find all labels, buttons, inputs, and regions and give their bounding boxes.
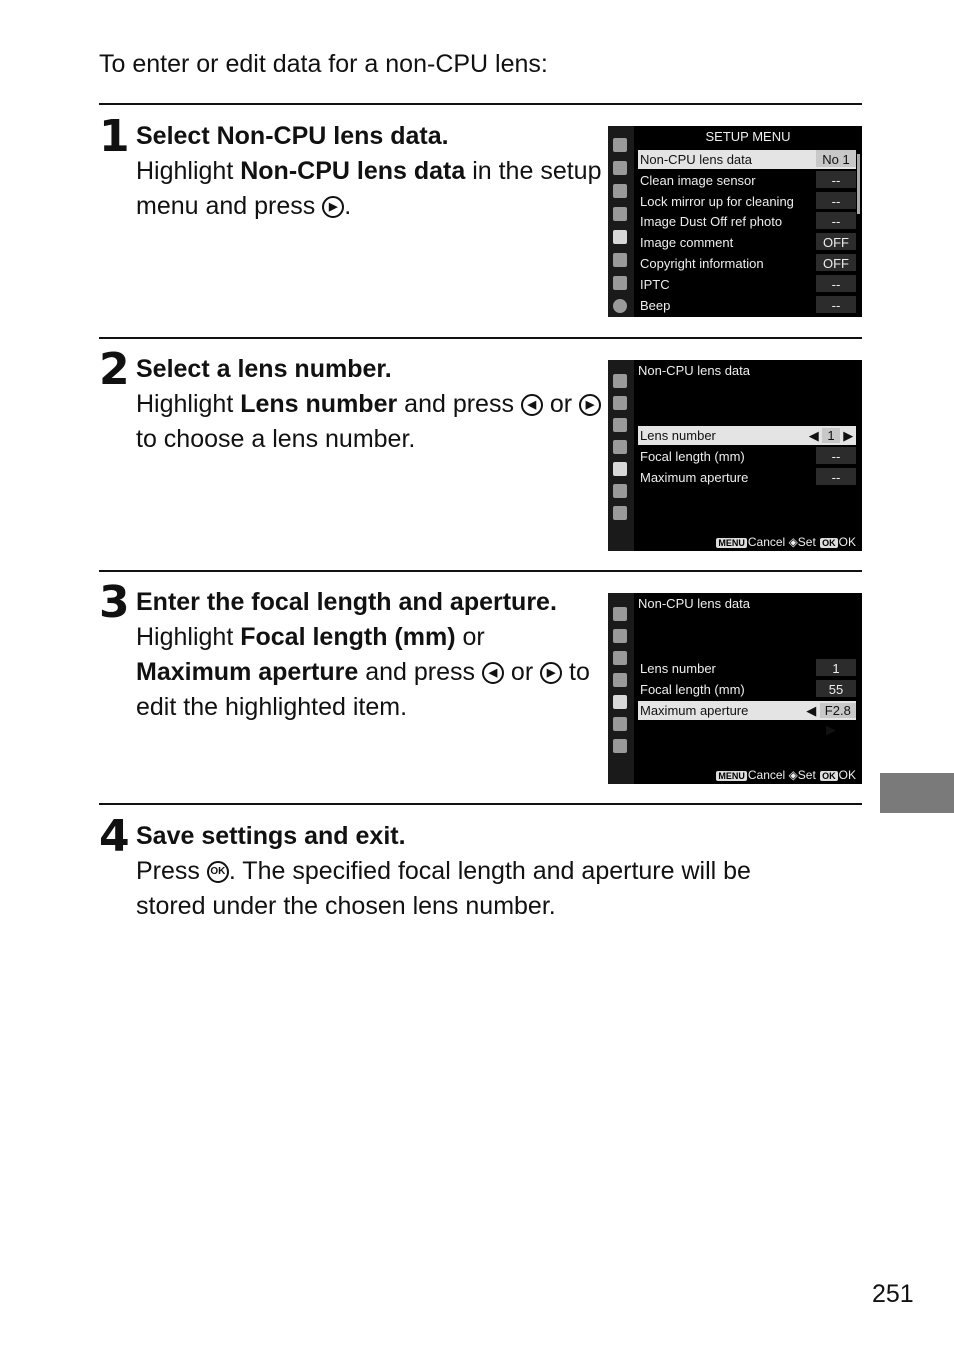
menu-row-label: Image comment (640, 235, 734, 251)
menu-row-value: 1 (816, 659, 856, 676)
menu-row[interactable] (638, 233, 856, 252)
body-text: . (344, 192, 352, 220)
screen-title: Non-CPU lens data (638, 596, 750, 611)
menu-row-value: -- (816, 192, 856, 209)
divider (99, 337, 862, 339)
menu-row[interactable] (638, 680, 856, 699)
movie-icon (613, 418, 627, 432)
step-number: 3 (99, 577, 130, 628)
menu-row-label: Maximum aperture (640, 470, 749, 485)
pencil-icon (613, 207, 627, 221)
multi-selector-icon: ◈ (788, 768, 798, 782)
menu-row[interactable] (638, 150, 856, 169)
body-text: in the setup menu and press (136, 157, 602, 220)
menu-row-label: Lens number (640, 428, 716, 443)
scrollbar (857, 154, 860, 214)
menu-row-label: Clean image sensor (640, 172, 756, 188)
menu-row-value: 55 (816, 680, 856, 697)
right-arrow-icon: ▶ (839, 428, 854, 443)
body-text: to edit the highlighted item. (136, 658, 590, 721)
retouch-icon (613, 253, 627, 267)
body-text: and press (397, 390, 521, 418)
body-text: . The specified focal length and aperture will be stored under the chosen lens number. (136, 857, 751, 920)
menu-row[interactable] (638, 254, 856, 273)
step-body (136, 854, 816, 924)
step-heading: Select Non-CPU lens data. (136, 122, 449, 150)
menu-row-value: -- (816, 447, 856, 464)
screen-title: SETUP MENU (705, 129, 791, 144)
menu-tab-icons (608, 360, 634, 551)
camera-icon (613, 396, 627, 410)
menu-row-label: Focal length (mm) (640, 449, 745, 464)
divider (99, 803, 862, 805)
menu-row-label: Non-CPU lens data (640, 152, 752, 167)
screen-footer: MENU Cancel ◈Set OK OK (718, 535, 856, 549)
screen-footer: MENU Cancel ◈Set OK OK (718, 768, 856, 782)
step-body (136, 620, 606, 725)
body-text: or (455, 623, 485, 651)
my-menu-icon (613, 506, 627, 520)
menu-row-label: Lock mirror up for cleaning (640, 193, 794, 209)
bold-term: Non-CPU lens data (240, 157, 466, 185)
divider (99, 570, 862, 572)
menu-row[interactable] (638, 447, 856, 466)
menu-row-value: -- (816, 212, 856, 229)
menu-row-value: -- (816, 296, 856, 313)
body-text: Highlight (136, 390, 241, 418)
menu-row-label: Focal length (mm) (640, 682, 745, 697)
menu-row-value: -- (816, 275, 856, 292)
step-text (136, 119, 606, 224)
pencil-icon (613, 440, 627, 454)
step-number: 2 (99, 344, 130, 395)
menu-row-label: Image Dust Off ref photo (640, 214, 783, 230)
pencil-icon (613, 673, 627, 687)
menu-row-label: Copyright information (640, 256, 764, 271)
menu-row-value: OFF (816, 254, 856, 271)
step-number: 1 (99, 111, 130, 162)
divider (99, 103, 862, 105)
menu-row-value: -- (816, 468, 856, 485)
wrench-icon (613, 230, 627, 244)
bold-term: Maximum aperture (136, 658, 359, 686)
menu-tab-icons (608, 593, 634, 784)
bold-term: Focal length (mm) (240, 623, 456, 651)
multi-selector-left-icon: ◀ (482, 662, 504, 684)
wrench-icon (613, 695, 627, 709)
body-text: or (542, 390, 580, 418)
left-arrow-icon: ◀ (806, 703, 820, 718)
multi-selector-icon: ◈ (788, 535, 798, 549)
menu-row-label: IPTC (640, 276, 670, 292)
multi-selector-left-icon: ◀ (521, 394, 543, 416)
page-number: 251 (872, 1280, 914, 1308)
step-text (136, 819, 816, 924)
wrench-icon (613, 462, 627, 476)
step-heading: Select a lens number. (136, 355, 392, 383)
step-heading: Enter the focal length and aperture. (136, 588, 557, 616)
menu-row-value: No 1 (816, 150, 856, 167)
left-arrow-icon: ◀ (808, 428, 823, 443)
retouch-icon (613, 717, 627, 731)
step-body (136, 387, 606, 457)
intro-text: To enter or edit data for a non-CPU lens: (99, 50, 548, 78)
menu-row[interactable] (638, 192, 856, 211)
camera-screen-focal-aperture (608, 593, 862, 784)
camera-icon (613, 161, 627, 175)
retouch-icon (613, 484, 627, 498)
my-menu-icon (613, 276, 627, 290)
help-icon (613, 299, 627, 313)
right-arrow-icon: ▶ (826, 722, 836, 737)
menu-row-label: Beep (640, 297, 671, 313)
chapter-tab (880, 773, 954, 813)
step-text (136, 352, 606, 457)
camera-icon (613, 629, 627, 643)
step-body (136, 154, 606, 224)
movie-icon (613, 651, 627, 665)
ok-key-icon: OK (822, 538, 836, 548)
body-text: Highlight (136, 157, 241, 185)
my-menu-icon (613, 739, 627, 753)
playback-menu-icon (613, 607, 627, 621)
step-heading: Save settings and exit. (136, 822, 406, 850)
body-text: to choose a lens number. (136, 425, 416, 453)
body-text: and press (358, 658, 482, 686)
multi-selector-right-icon: ▶ (540, 662, 562, 684)
body-text: or (503, 658, 541, 686)
body-text: Press (136, 857, 207, 885)
menu-key-icon: MENU (718, 538, 745, 548)
menu-row-value: 1 (822, 428, 839, 443)
camera-screen-setup-menu (608, 126, 862, 317)
menu-row[interactable] (638, 212, 856, 231)
menu-row-label: Lens number (640, 661, 716, 676)
ok-key-icon: OK (822, 771, 836, 781)
body-text: Highlight (136, 623, 241, 651)
menu-row-value: F2.8 (820, 703, 856, 718)
menu-row[interactable] (638, 701, 856, 737)
bold-term: Lens number (240, 390, 398, 418)
menu-row-value: -- (816, 171, 856, 188)
multi-selector-right-icon: ▶ (322, 196, 344, 218)
playback-menu-icon (613, 138, 627, 152)
menu-row[interactable] (638, 659, 856, 678)
playback-menu-icon (613, 374, 627, 388)
multi-selector-right-icon: ▶ (579, 394, 601, 416)
camera-screen-lens-number (608, 360, 862, 551)
step-text (136, 585, 606, 725)
ok-button-icon: OK (207, 861, 229, 883)
movie-icon (613, 184, 627, 198)
menu-row-label: Maximum aperture (640, 703, 749, 718)
screen-title: Non-CPU lens data (638, 363, 750, 378)
value-selector (806, 426, 856, 445)
step-number: 4 (99, 811, 130, 862)
menu-key-icon: MENU (718, 771, 745, 781)
value-selector (806, 701, 856, 737)
menu-row[interactable] (638, 171, 856, 190)
menu-row-value: OFF (816, 233, 856, 250)
menu-row[interactable] (638, 296, 856, 315)
menu-tab-icons (608, 126, 634, 317)
menu-row[interactable] (638, 426, 856, 445)
menu-row[interactable] (638, 468, 856, 487)
menu-row[interactable] (638, 275, 856, 294)
